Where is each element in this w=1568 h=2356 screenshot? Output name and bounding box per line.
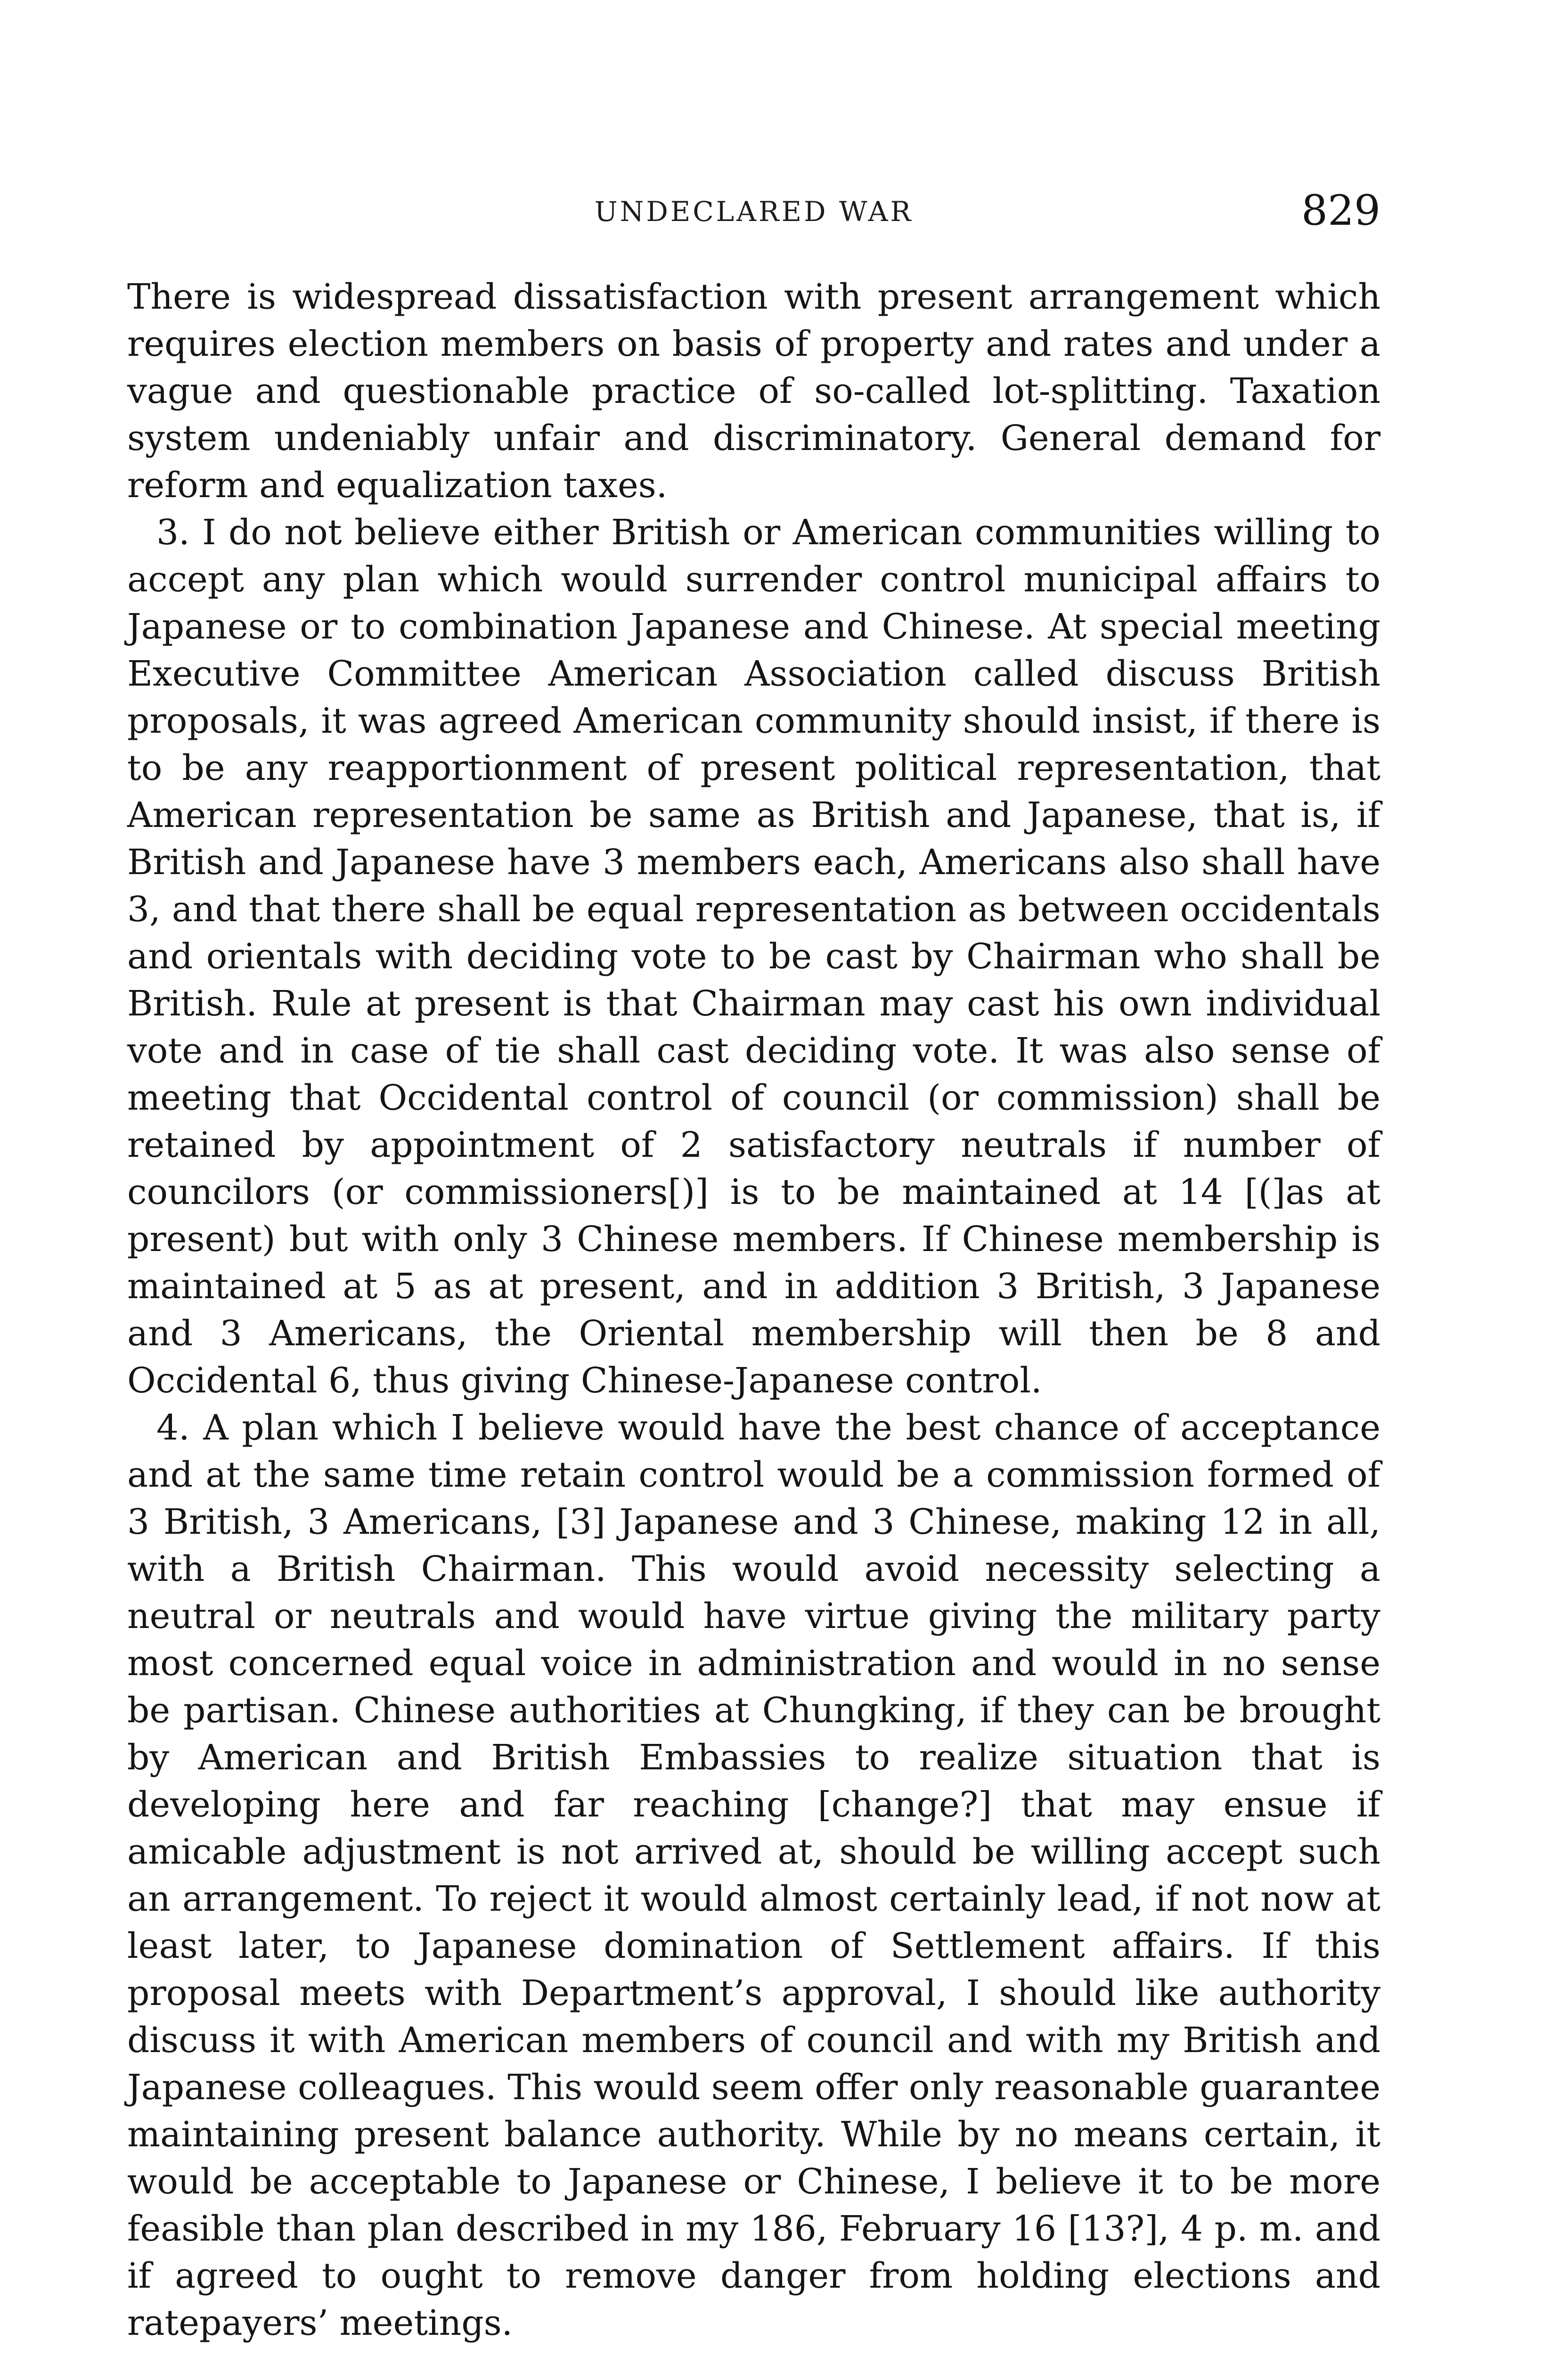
running-title: UNDECLARED WAR — [594, 196, 914, 228]
page-number: 829 — [1301, 186, 1380, 235]
paragraph-4: 4. A plan which I believe would have the best chance of acceptance and at the same time retain control would be a commission formed of 3 British, 3 Americans, [3] Japanese and 3 Chinese, making 12 in all, with a British Chairman. This would avoid necessity selecting a neutral or neutrals and would have virtue giving the military party most concerned equal voice in administration and would in no sense be partisan. Chinese authorities at Chungking, if they can be brought by American and British Embassies to realize situation that is developing here and far reaching [change?] that may ensue if amicable adjustment is not arrived at, should be willing accept such an arrangement. To reject it would almost certainly lead, if not now at least later, to Japanese domination of Settlement affairs. If this proposal meets with Department’s approval, I should like authority discuss it with American members of council and with my British and Japanese colleagues. This would seem offer only reasonable guarantee maintaining present balance authority. While by no means certain, it would be acceptable to Japanese or Chinese, I believe it to be more feasible than plan described in my 186, February 16 [13?], 4 p. m. and if agreed to ought to remove danger from holding elections and ratepayers’ meetings. — [127, 1407, 1380, 2343]
paragraph-3: 3. I do not believe either British or American communities willing to accept any plan which would surrender control municipal affairs to Japanese or to combination Japanese and Chinese. At special meeting Executive Committee American Association called discuss British proposals, it was agreed American community should insist, if there is to be any reapportionment of present political representation, that American representation be same as British and Japanese, that is, if British and Japanese have 3 members each, Americans also shall have 3, and that there shall be equal representation as between occidentals and orientals with deciding vote to be cast by Chairman who shall be British. Rule at present is that Chairman may cast his own individual vote and in case of tie shall cast deciding vote. It was also sense of meeting that Occidental control of council (or commission) shall be retained by appointment of 2 satisfactory neutrals if number of councilors (or commissioners[)] is to be maintained at 14 [(]as at present) but with only 3 Chinese members. If Chinese membership is maintained at 5 as at present, and in addition 3 British, 3 Japanese and 3 Americans, the Oriental membership will then be 8 and Occidental 6, thus giving Chinese-Japanese control. — [127, 512, 1380, 1401]
running-head — [127, 186, 1380, 243]
body-text — [127, 273, 1380, 2347]
paragraph-continued: There is widespread dissatisfaction with present arrangement which requires election members on basis of property and rates and under a vague and questionable practice of so-called lot-splitting. Taxation system undeniably unfair and discriminatory. General demand for reform and equalization taxes. — [127, 277, 1380, 506]
